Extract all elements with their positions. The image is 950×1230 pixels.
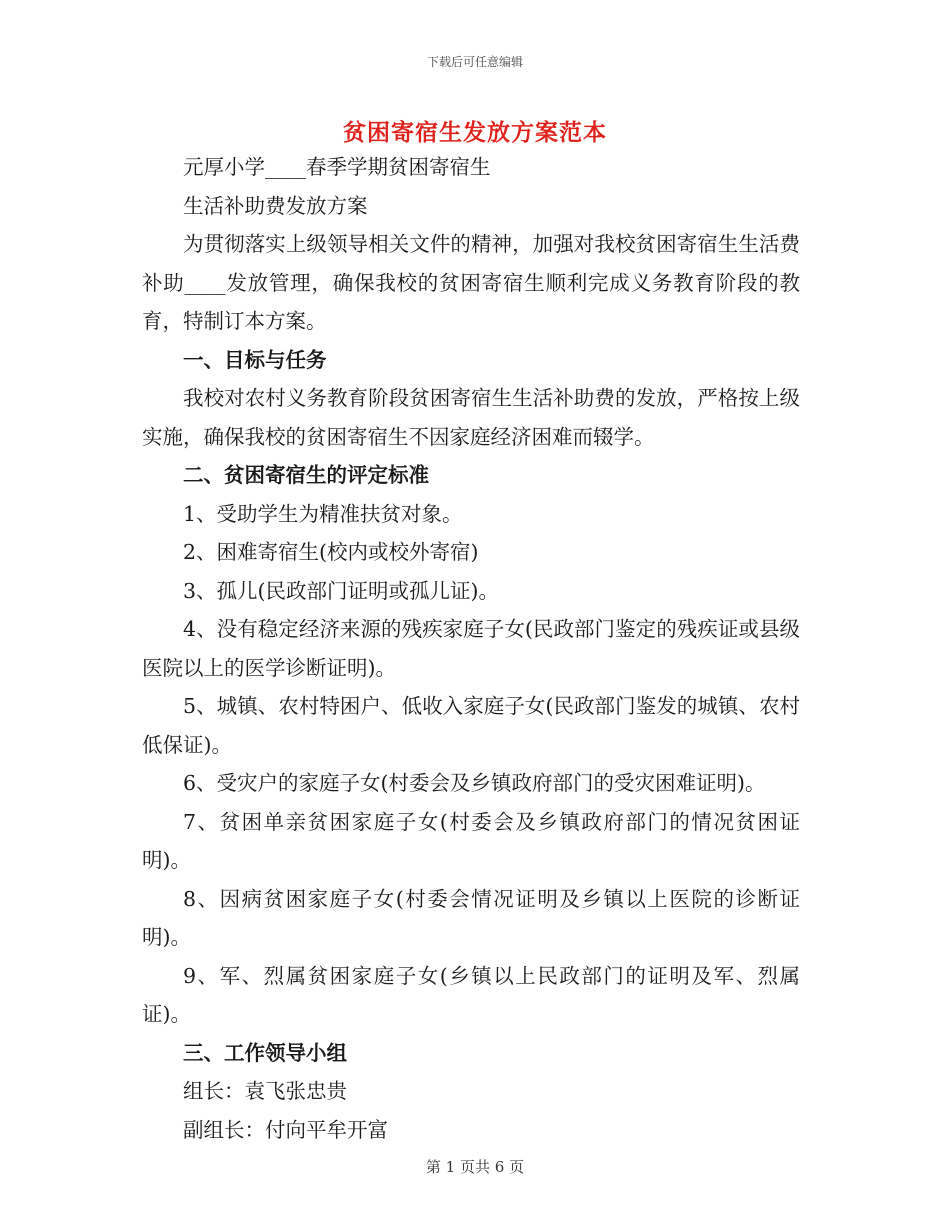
body-paragraph: 2、困难寄宿生(校内或校外寄宿) xyxy=(183,540,479,564)
body-paragraph: 元厚小学____春季学期贫困寄宿生 xyxy=(183,155,491,179)
body-paragraph: 为贯彻落实上级领导相关文件的精神，加强对我校贫困寄宿生生活费补助____发放管理，确保我校的贫困寄宿生顺利完成义务教育阶段的教育，特制订本方案。 xyxy=(142,232,800,333)
section-heading: 三、工作领导小组 xyxy=(183,1040,347,1065)
section-heading: 一、目标与任务 xyxy=(183,347,327,372)
body-paragraph: 副组长：付向平牟开富 xyxy=(183,1117,388,1142)
body-paragraph: 3、孤儿(民政部门证明或孤儿证)。 xyxy=(183,578,500,603)
document-body xyxy=(142,148,800,1149)
body-paragraph: 7、贫困单亲贫困家庭子女(村委会及乡镇政府部门的情况贫困证明)。 xyxy=(142,809,800,872)
body-paragraph: 我校对农村义务教育阶段贫困寄宿生生活补助费的发放，严格按上级实施，确保我校的贫困寄宿生不因家庭经济困难而辍学。 xyxy=(142,386,800,449)
body-paragraph: 5、城镇、农村特困户、低收入家庭子女(民政部门鉴发的城镇、农村低保证)。 xyxy=(142,694,800,757)
body-paragraph: 4、没有稳定经济来源的残疾家庭子女(民政部门鉴定的残疾证或县级医院以上的医学诊断证明)。 xyxy=(142,617,800,680)
page-header-note: 下载后可任意编辑 xyxy=(426,55,523,69)
body-paragraph: 组长：袁飞张忠贵 xyxy=(183,1079,347,1103)
body-paragraph: 1、受助学生为精准扶贫对象。 xyxy=(183,501,463,526)
body-paragraph: 生活补助费发放方案 xyxy=(183,193,368,218)
body-paragraph: 8、因病贫困家庭子女(村委会情况证明及乡镇以上医院的诊断证明)。 xyxy=(142,886,800,949)
section-heading: 二、贫困寄宿生的评定标准 xyxy=(183,463,429,487)
document-title: 贫困寄宿生发放方案范本 xyxy=(343,119,607,146)
body-paragraph: 6、受灾户的家庭子女(村委会及乡镇政府部门的受灾困难证明)。 xyxy=(183,771,766,795)
body-paragraph: 9、军、烈属贫困家庭子女(乡镇以上民政部门的证明及军、烈属证)。 xyxy=(142,963,800,1026)
page-number-footer: 第 1 页共 6 页 xyxy=(425,1158,525,1176)
